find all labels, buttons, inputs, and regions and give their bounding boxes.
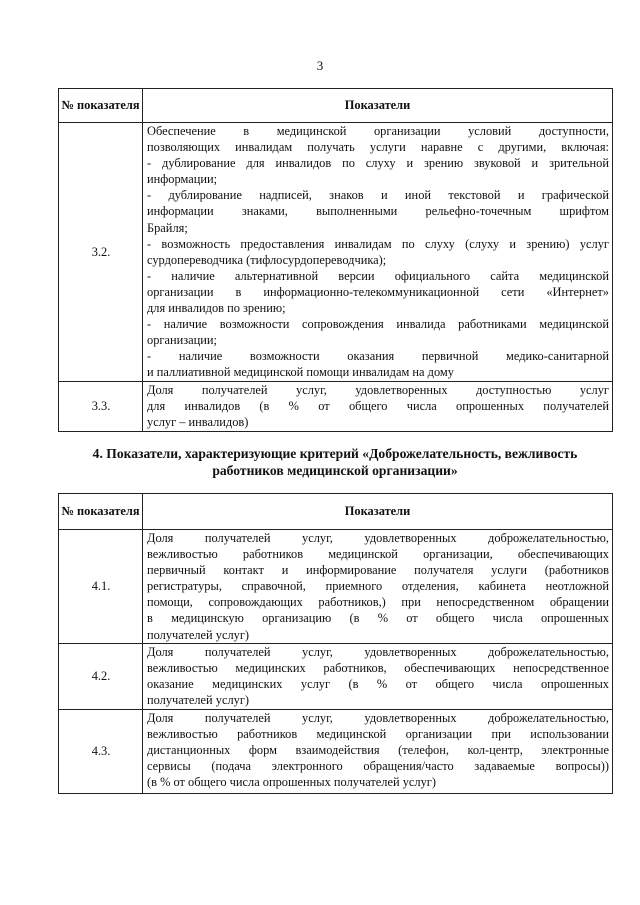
- indicator-text: [143, 530, 613, 644]
- indicator-number: 4.2.: [59, 643, 143, 709]
- table-row: [59, 709, 613, 793]
- indicator-number: 4.3.: [59, 709, 143, 793]
- indicator-text: [143, 709, 613, 793]
- text-line: дистанционных форм взаимодействия (телефон, кол-центр, электронные: [147, 742, 609, 757]
- text-line: Доля получателей услуг, удовлетворенных доброжелательностью,: [147, 644, 609, 659]
- table-row: [59, 530, 613, 644]
- text-line: в медицинскую организацию (в % от общего числа опрошенных: [147, 611, 609, 626]
- text-line: сурдопереводчика (тифлосурдопереводчика);: [147, 252, 387, 267]
- section-heading: [58, 445, 612, 479]
- section-heading-line: 4. Показатели, характеризующие критерий «Доброжелательность, вежливость: [92, 446, 578, 461]
- text-line: Брайля;: [147, 220, 188, 235]
- table-header-row: [59, 494, 613, 530]
- column-header-number: № показателя: [59, 89, 143, 123]
- text-line: позволяющих инвалидам получать услуги наравне с другими, включая:: [147, 140, 609, 155]
- text-line: первичный контакт и информирование получателя услуги (работников: [147, 563, 609, 578]
- indicator-number: 4.1.: [59, 530, 143, 644]
- text-line: и паллиативной медицинской помощи инвалидам на дому: [147, 365, 454, 380]
- column-header-indicators: Показатели: [143, 89, 613, 123]
- text-line: вежливостью работников медицинской организации, обеспечивающих: [147, 547, 609, 562]
- text-line: информации;: [147, 172, 218, 187]
- text-line: - наличие возможности сопровождения инвалида работниками медицинской: [147, 317, 609, 332]
- text-line: организации;: [147, 333, 217, 348]
- page-number: 3: [316, 58, 324, 73]
- indicators-table-courtesy: [58, 493, 613, 794]
- text-line: для инвалидов (в % от общего числа опрошенных получателей: [147, 398, 609, 413]
- text-line: Обеспечение в медицинской организации условий доступности,: [147, 124, 609, 138]
- text-line: - наличие возможности оказания первичной медико-санитарной: [147, 349, 609, 364]
- text-line: Доля получателей услуг, удовлетворенных доброжелательностью,: [147, 531, 609, 545]
- column-header-indicators: Показатели: [143, 494, 613, 530]
- text-line: оказание медицинских услуг (в % от общего числа опрошенных: [147, 676, 609, 691]
- text-line: информации знаками, выполненными рельефно-точечным шрифтом: [147, 204, 609, 219]
- text-line: получателей услуг): [147, 692, 250, 707]
- text-line: получателей услуг): [147, 627, 250, 642]
- text-line: вежливостью медицинских работников, обеспечивающих непосредственное: [147, 660, 609, 675]
- text-line: - возможность предоставления инвалидам по слуху (слуху и зрению) услуг: [147, 236, 609, 251]
- text-line: для инвалидов по зрению;: [147, 301, 286, 316]
- indicator-text: [143, 643, 613, 709]
- indicator-text: [143, 123, 613, 382]
- indicator-text: [143, 381, 613, 431]
- text-line: организации в информационно-телекоммуникационной сети «Интернет»: [147, 284, 609, 299]
- table-row: [59, 381, 613, 431]
- text-line: Доля получателей услуг, удовлетворенных доброжелательностью,: [147, 710, 609, 725]
- table-header-row: [59, 89, 613, 123]
- text-line: вежливостью работников медицинской организации при использовании: [147, 726, 609, 741]
- table-row: [59, 123, 613, 382]
- indicator-number: 3.2.: [59, 123, 143, 382]
- text-line: регистратуры, справочной, приемного отделения, кабинета неотложной: [147, 579, 609, 594]
- column-header-number: № показателя: [59, 494, 143, 530]
- text-line: (в % от общего числа опрошенных получателей услуг): [147, 775, 436, 790]
- text-line: - дублирование для инвалидов по слуху и зрению звуковой и зрительной: [147, 156, 609, 171]
- text-line: сервисы (подача электронного обращения/часто задаваемые вопросы)): [147, 758, 609, 773]
- indicators-table-accessibility: [58, 88, 613, 432]
- table-row: [59, 643, 613, 709]
- text-line: Доля получателей услуг, удовлетворенных доступностью услуг: [147, 382, 609, 397]
- text-line: - наличие альтернативной версии официального сайта медицинской: [147, 268, 609, 283]
- indicator-number: 3.3.: [59, 381, 143, 431]
- text-line: - дублирование надписей, знаков и иной текстовой и графической: [147, 188, 609, 203]
- section-heading-line: работников медицинской организации»: [212, 463, 458, 478]
- text-line: услуг – инвалидов): [147, 414, 249, 429]
- text-line: помощи, сопровождающих работников,) при непосредственном обращении: [147, 595, 609, 610]
